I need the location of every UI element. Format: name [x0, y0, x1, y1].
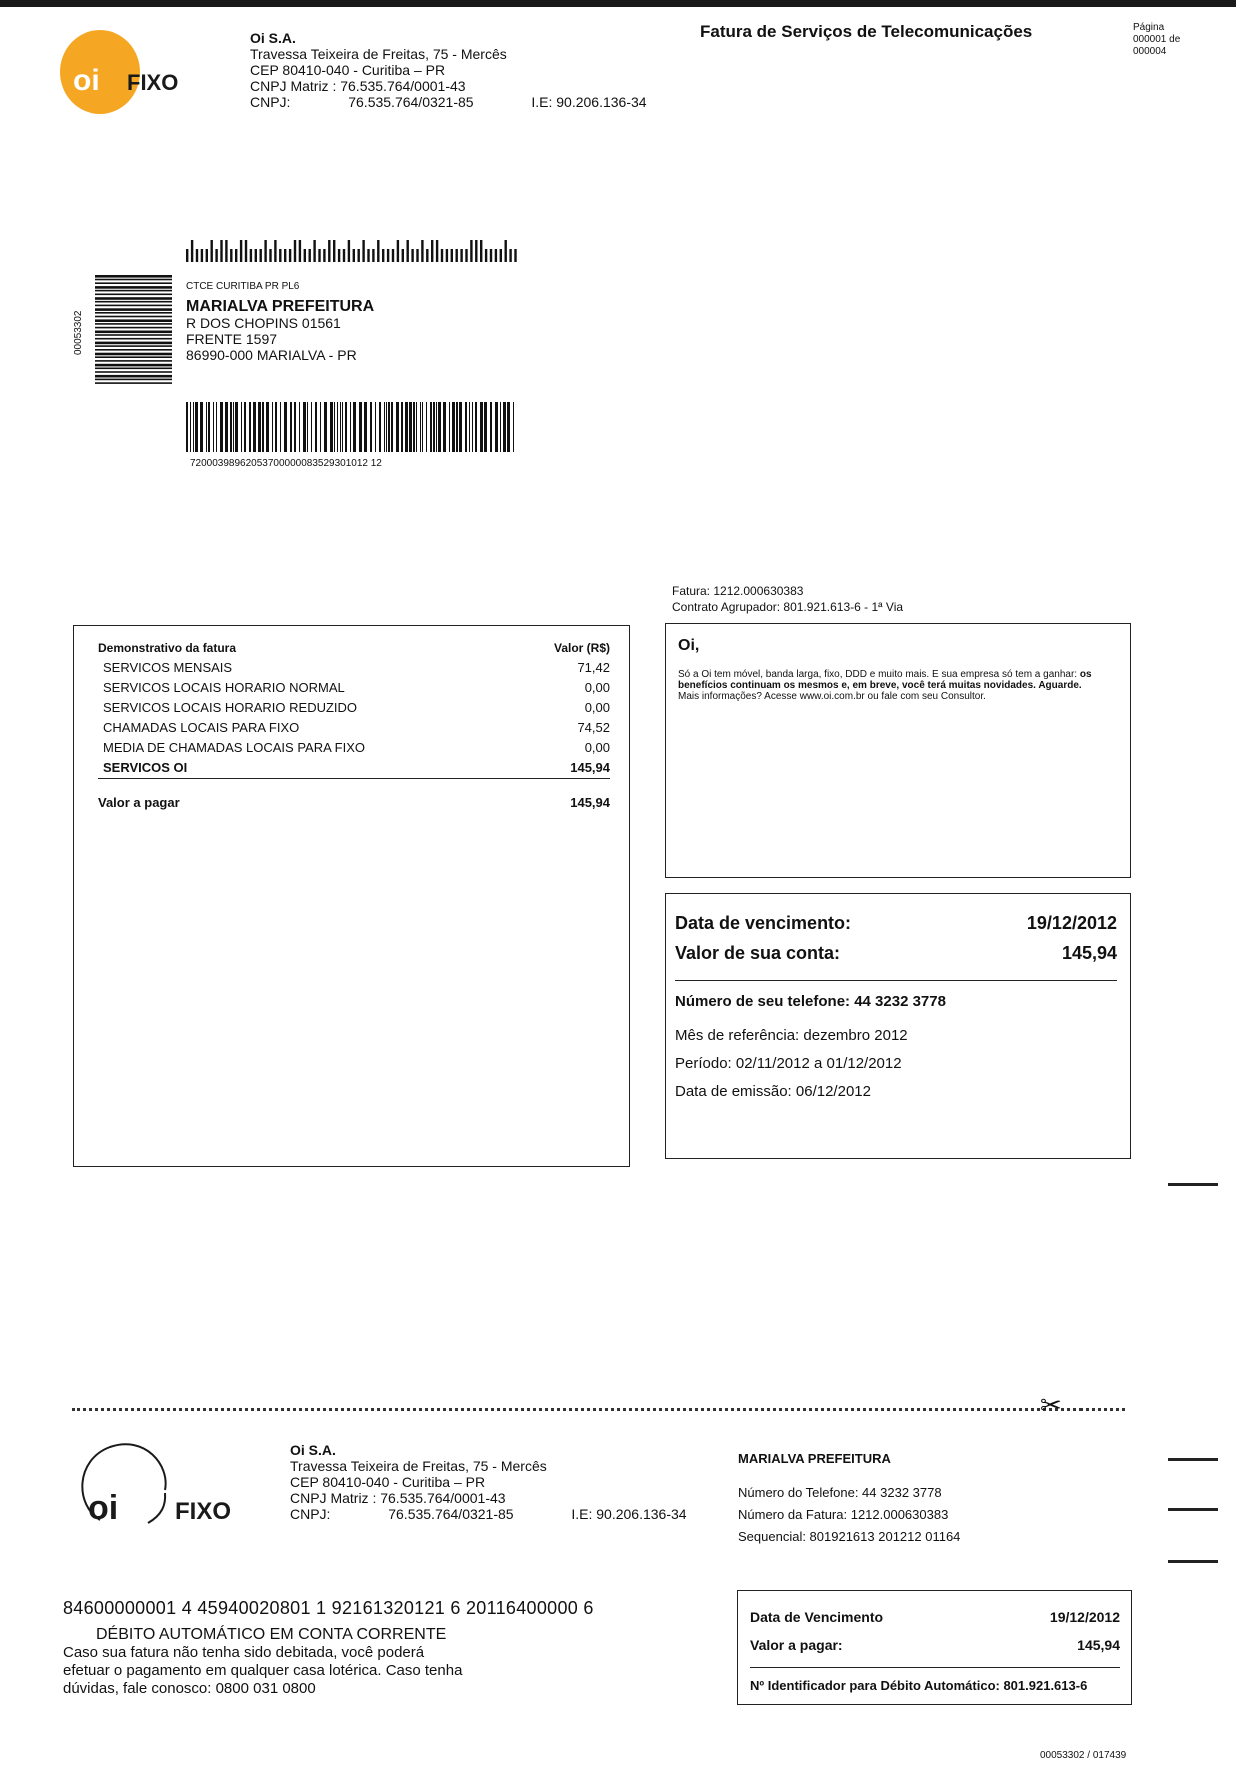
postnet-bar	[407, 240, 409, 262]
statement-row-value: 0,00	[584, 700, 610, 715]
oi-fixo-logo	[55, 22, 195, 117]
postnet-bar	[284, 249, 286, 262]
postnet-bar	[348, 240, 350, 262]
postnet-bar	[186, 249, 188, 262]
barcode-bar	[290, 402, 292, 452]
postnet-bar	[436, 240, 438, 262]
edge-mark	[1168, 1560, 1218, 1563]
barcode-bar	[370, 402, 372, 452]
postnet-bar	[402, 249, 404, 262]
barcode-bar	[391, 402, 393, 452]
stub-cnpj-label: CNPJ:	[290, 1506, 331, 1522]
barcode-bar	[345, 402, 347, 452]
barcode-bar	[465, 402, 467, 452]
statement-pay-label: Valor a pagar	[98, 795, 180, 810]
stack-line	[95, 279, 172, 281]
postnet-bar	[465, 249, 467, 262]
postnet-bar	[421, 240, 423, 262]
barcode-bar	[490, 402, 492, 452]
stack-line	[95, 319, 172, 322]
postnet-bar	[279, 249, 281, 262]
postnet-bar	[456, 249, 458, 262]
postnet-bar	[480, 240, 482, 262]
stack-line	[95, 342, 172, 345]
statement-row	[98, 658, 610, 678]
company-cep: CEP 80410-040 - Curitiba – PR	[250, 62, 446, 78]
statement-pay	[98, 793, 610, 813]
barcode-bar	[244, 402, 246, 452]
barcode-bar	[350, 402, 351, 452]
oi-fixo-logo-outline	[70, 1435, 240, 1535]
stub-payment-box	[737, 1590, 1132, 1705]
due-date-label: Data de vencimento:	[675, 913, 852, 933]
stack-line	[95, 364, 172, 367]
barcode-bar	[284, 402, 287, 452]
message-box	[665, 623, 1131, 878]
barcode-bar	[495, 402, 498, 452]
stub-due-label: Data de Vencimento	[750, 1609, 884, 1625]
stack-line	[95, 345, 172, 347]
postnet-bar	[362, 240, 364, 262]
postnet-bar	[289, 249, 291, 262]
barcode-bar	[405, 402, 408, 452]
message-greeting: Oi,	[678, 637, 700, 654]
reference-month: Mês de referência: dezembro 2012	[675, 1027, 908, 1044]
postnet-bar	[475, 240, 477, 262]
stack-line	[95, 286, 172, 289]
stack-line	[95, 331, 172, 334]
statement-row-value: 0,00	[584, 740, 610, 755]
postnet-bar	[387, 249, 389, 262]
postnet-bar	[230, 249, 232, 262]
postnet-bar	[245, 240, 247, 262]
edge-mark	[1168, 1508, 1218, 1511]
edge-mark	[1168, 1458, 1218, 1461]
stub-logo-mark: oi	[88, 1489, 119, 1527]
barcode-bar	[275, 402, 277, 452]
auto-debit-notice	[63, 1626, 462, 1698]
ie-value: I.E: 90.206.136-34	[531, 94, 647, 110]
stub-ie-value: I.E: 90.206.136-34	[571, 1506, 687, 1522]
postnet-bar	[505, 240, 507, 262]
statement-total-value: 145,94	[570, 760, 610, 775]
postnet-bar	[353, 249, 355, 262]
barcode-bar	[469, 402, 470, 452]
postnet-bar	[500, 249, 502, 262]
barcode-bar	[280, 402, 281, 452]
stub-due-row	[750, 1603, 1120, 1631]
auto-debit-text-2: efetuar o pagamento em qualquer casa lotérica. Caso tenha	[63, 1662, 463, 1679]
side-barcode-stack	[95, 275, 172, 385]
statement-pay-value: 145,94	[570, 795, 610, 810]
postnet-bar	[211, 240, 213, 262]
stub-company-address: Travessa Teixeira de Freitas, 75 - Mercês	[290, 1458, 547, 1474]
stub-cnpj-row	[290, 1506, 687, 1522]
barcode-number: 72000398962053700000083529301012 12	[190, 458, 382, 469]
due-amount-row	[675, 938, 1117, 968]
statement-row	[98, 678, 610, 698]
postnet-bar	[215, 249, 217, 262]
statement-row-value: 74,52	[577, 720, 610, 735]
address-barcode	[186, 402, 518, 452]
stack-line	[95, 382, 172, 384]
postnet-bar	[225, 240, 227, 262]
postnet-bar	[313, 240, 315, 262]
stub-logo-brand: FIXO	[175, 1498, 232, 1525]
due-box	[665, 893, 1131, 1159]
barcode-bar	[213, 402, 214, 452]
barcode-bar	[503, 402, 506, 452]
stub-amount-row	[750, 1631, 1120, 1659]
postnet-bar	[304, 249, 306, 262]
invoice-reference	[672, 583, 903, 615]
statement-box	[73, 625, 630, 1167]
postnet-bar	[382, 249, 384, 262]
stack-line	[95, 353, 172, 356]
stack-line	[95, 356, 172, 358]
barcode-bar	[294, 402, 296, 452]
recipient-name: MARIALVA PREFEITURA	[186, 298, 375, 315]
barcode-bar	[413, 402, 415, 452]
barcode-bar	[307, 402, 308, 452]
barcode-bar	[303, 402, 306, 452]
stub-company-name: Oi S.A.	[290, 1442, 336, 1458]
barcode-bar	[330, 402, 333, 452]
statement-header	[98, 638, 610, 658]
barcode-bar	[353, 402, 356, 452]
barcode-bar	[426, 402, 427, 452]
postnet-bar	[495, 249, 497, 262]
barcode-bar	[364, 402, 367, 452]
page-info	[1133, 22, 1180, 58]
stub-customer-name: MARIALVA PREFEITURA	[738, 1451, 891, 1466]
recipient-street: R DOS CHOPINS 01561	[186, 315, 341, 331]
message-line2: Mais informações? Acesse www.oi.com.br ou fale com seu Consultor.	[678, 691, 986, 702]
barcode-bar	[443, 402, 446, 452]
postnet-bar	[460, 249, 462, 262]
barcode-bar	[220, 402, 223, 452]
barcode-bar	[193, 402, 194, 452]
statement-total	[98, 758, 610, 779]
stack-line	[95, 312, 172, 314]
barcode-bar	[456, 402, 458, 452]
postnet-bar	[338, 249, 340, 262]
postnet-bar	[490, 249, 492, 262]
auto-debit-title: DÉBITO AUTOMÁTICO EM CONTA CORRENTE	[96, 1626, 447, 1643]
postnet-bar	[451, 249, 453, 262]
postnet-bar	[397, 240, 399, 262]
postnet-bar	[235, 249, 237, 262]
postnet-bar	[367, 249, 369, 262]
stack-line	[95, 294, 172, 296]
barcode-bar	[195, 402, 198, 452]
postnet-bar	[358, 249, 360, 262]
statement-row-label: SERVICOS LOCAIS HORARIO NORMAL	[103, 680, 345, 695]
barcode-bar	[266, 402, 269, 452]
scissors-icon: ✂	[1040, 1390, 1062, 1420]
postnet-bar	[411, 249, 413, 262]
statement-header-label: Demonstrativo da fatura	[98, 641, 237, 655]
logo-brand-text: FIXO	[127, 70, 179, 95]
barcode-bar	[324, 402, 327, 452]
statement-header-value: Valor (R$)	[553, 641, 610, 655]
stack-line	[95, 338, 172, 340]
barcode-bar	[433, 402, 435, 452]
message-line1: Só a Oi tem móvel, banda larga, fixo, DDD e muito mais. E sua empresa só tem a ganhar:	[678, 669, 1078, 680]
route-code: CTCE CURITIBA PR PL6	[186, 281, 300, 292]
barcode-bar	[416, 402, 417, 452]
barcode-bar	[258, 402, 261, 452]
stack-line	[95, 297, 172, 300]
stack-line	[95, 308, 172, 311]
postnet-bar	[392, 249, 394, 262]
barcode-bar	[186, 402, 188, 452]
edge-mark	[1168, 1183, 1218, 1186]
postnet-bar	[255, 249, 257, 262]
barcode-bar	[386, 402, 387, 452]
postnet-bar	[318, 249, 320, 262]
postnet-bar	[196, 249, 198, 262]
stack-line	[95, 334, 172, 336]
issue-date: Data de emissão: 06/12/2012	[675, 1083, 871, 1100]
postnet-bar	[299, 240, 301, 262]
footer-code: 00053302 / 017439	[1040, 1750, 1127, 1761]
stack-line	[95, 323, 172, 325]
company-address: Travessa Teixeira de Freitas, 75 - Mercês	[250, 46, 507, 62]
barcode-bar	[379, 402, 381, 452]
postnet-bar	[250, 249, 252, 262]
stub-company-cep: CEP 80410-040 - Curitiba – PR	[290, 1474, 486, 1490]
auto-debit-text-3: dúvidas, fale conosco: 0800 031 0800	[63, 1680, 316, 1697]
barcode-bar	[409, 402, 412, 452]
barcode-bar	[311, 402, 312, 452]
barcode-bar	[396, 402, 399, 452]
barcode-bar	[216, 402, 217, 452]
billing-period: Período: 02/11/2012 a 01/12/2012	[675, 1055, 902, 1072]
stack-line	[95, 379, 172, 381]
statement-row	[98, 698, 610, 718]
postnet-bar	[377, 240, 379, 262]
postnet-bar	[191, 240, 193, 262]
barcode-bar	[235, 402, 238, 452]
auto-debit-id: Nº Identificador para Débito Automático: 801.921.613-6	[750, 1678, 1088, 1693]
postnet-bar	[240, 240, 242, 262]
stub-customer-info	[738, 1448, 960, 1548]
stack-line	[95, 360, 172, 362]
barcode-bar	[438, 402, 441, 452]
cut-line-end	[1080, 1408, 1125, 1411]
due-date-value: 19/12/2012	[1026, 913, 1117, 933]
barcode-bar	[262, 402, 264, 452]
barcode-bar	[208, 402, 210, 452]
company-header	[250, 30, 647, 110]
postnet-bar	[264, 240, 266, 262]
barcode-bar	[422, 402, 423, 452]
page-total: 000004	[1133, 46, 1167, 57]
postnet-bar	[274, 240, 276, 262]
barcode-bar	[315, 402, 317, 452]
statement-total-label: SERVICOS OI	[103, 760, 188, 775]
barcode-bar	[320, 402, 321, 452]
postnet-bar	[206, 249, 208, 262]
barcode-bar	[420, 402, 421, 452]
cnpj-label: CNPJ:	[250, 94, 291, 110]
barcode-bar	[249, 402, 251, 452]
postnet-bar	[294, 240, 296, 262]
cut-line	[72, 1408, 1082, 1411]
postnet-bar	[343, 249, 345, 262]
message-line1-bold: os benefícios continuam os mesmos e, em breve, você terá muitas novidades. Aguarde.	[678, 669, 1092, 691]
stub-amount-value: 145,94	[1077, 1637, 1120, 1653]
barcode-bar	[475, 402, 477, 452]
postnet-bar	[260, 249, 262, 262]
stub-cnpj-value: 76.535.764/0321-85	[388, 1506, 514, 1522]
statement-row-label: MEDIA DE CHAMADAS LOCAIS PARA FIXO	[103, 740, 365, 755]
barcode-bar	[459, 402, 462, 452]
stub-sequence: Sequencial: 801921613 201212 01164	[738, 1529, 961, 1544]
barcode-bar	[206, 402, 207, 452]
postnet-bar	[485, 249, 487, 262]
phone-number: Número de seu telefone: 44 3232 3778	[675, 993, 946, 1010]
statement-row	[98, 718, 610, 738]
postnet-bar	[328, 240, 330, 262]
barcode-bar	[513, 402, 514, 452]
stub-amount-label: Valor a pagar:	[750, 1637, 843, 1653]
company-cnpj-row	[250, 94, 647, 110]
stack-line	[95, 290, 172, 292]
due-divider	[675, 980, 1117, 981]
page-label: Página	[1133, 22, 1165, 33]
statement-row-label: SERVICOS LOCAIS HORARIO REDUZIDO	[103, 700, 358, 715]
recipient-address	[186, 279, 374, 363]
postnet-bar	[309, 249, 311, 262]
payment-digit-line: 84600000001 4 45940020801 1 92161320121 6 20116400000 6	[63, 1598, 594, 1618]
postnet-bar	[416, 249, 418, 262]
postnet-bar	[269, 249, 271, 262]
barcode-bar	[337, 402, 338, 452]
barcode-bar	[401, 402, 403, 452]
barcode-bar	[507, 402, 510, 452]
invoice-number: Fatura: 1212.000630383	[672, 584, 804, 598]
postal-barcode	[186, 240, 521, 262]
statement-row-label: CHAMADAS LOCAIS PARA FIXO	[103, 720, 300, 735]
postnet-bar	[441, 249, 443, 262]
page-value: 000001 de	[1133, 34, 1181, 45]
stack-line	[95, 375, 172, 378]
postnet-bar	[446, 249, 448, 262]
auto-debit-text-1: Caso sua fatura não tenha sido debitada, você poderá	[63, 1644, 425, 1661]
recipient-complement: FRENTE 1597	[186, 331, 278, 347]
postnet-bar	[470, 240, 472, 262]
stack-line	[95, 301, 172, 303]
stack-line	[95, 305, 172, 307]
postnet-bar	[509, 249, 511, 262]
stub-due-value: 19/12/2012	[1049, 1609, 1120, 1625]
stack-line	[95, 275, 172, 278]
barcode-bar	[233, 402, 234, 452]
statement-row-value: 0,00	[584, 680, 610, 695]
top-edge-bar	[0, 0, 1236, 7]
recipient-city: 86990-000 MARIALVA - PR	[186, 347, 357, 363]
postnet-bar	[431, 240, 433, 262]
stub-cnpj-matriz: CNPJ Matriz : 76.535.764/0001-43	[290, 1490, 506, 1506]
barcode-bar	[299, 402, 300, 452]
barcode-bar	[388, 402, 390, 452]
barcode-bar	[472, 402, 473, 452]
postnet-bar	[333, 240, 335, 262]
due-date-row	[675, 908, 1117, 938]
postnet-bar	[514, 249, 516, 262]
stack-line	[95, 368, 172, 370]
postnet-bar	[323, 249, 325, 262]
barcode-bar	[253, 402, 256, 452]
message-body	[678, 669, 1118, 691]
statement-row-value: 71,42	[577, 660, 610, 675]
contract-number: Contrato Agrupador: 801.921.613-6 - 1ª Via	[672, 600, 904, 614]
barcode-bar	[190, 402, 191, 452]
barcode-bar	[384, 402, 385, 452]
document-title: Fatura de Serviços de Telecomunicações	[700, 22, 1033, 41]
postnet-bar	[426, 249, 428, 262]
barcode-bar	[359, 402, 362, 452]
barcode-bar	[230, 402, 232, 452]
stack-line	[95, 371, 172, 373]
due-amount-label: Valor de sua conta:	[675, 943, 841, 963]
stack-line	[95, 349, 172, 351]
logo-mark-text: oi	[73, 64, 100, 97]
barcode-bar	[484, 402, 487, 452]
barcode-bar	[430, 402, 432, 452]
barcode-bar	[375, 402, 376, 452]
barcode-bar	[436, 402, 437, 452]
stack-line	[95, 316, 172, 318]
cnpj-value: 76.535.764/0321-85	[348, 94, 474, 110]
due-amount-value: 145,94	[1061, 943, 1117, 963]
barcode-bar	[334, 402, 335, 452]
postnet-bar	[220, 240, 222, 262]
barcode-bar	[272, 402, 273, 452]
barcode-bar	[340, 402, 341, 452]
statement-row-label: SERVICOS MENSAIS	[103, 660, 233, 675]
barcode-bar	[342, 402, 343, 452]
barcode-bar	[480, 402, 483, 452]
barcode-bar	[225, 402, 228, 452]
statement-row	[98, 738, 610, 758]
stack-line	[95, 282, 172, 284]
barcode-bar	[452, 402, 455, 452]
stub-invoice: Número da Fatura: 1212.000630383	[738, 1507, 949, 1522]
postnet-bar	[201, 249, 203, 262]
stub-divider	[750, 1667, 1120, 1668]
barcode-bar	[449, 402, 450, 452]
company-cnpj-matriz: CNPJ Matriz : 76.535.764/0001-43	[250, 78, 466, 94]
barcode-bar	[200, 402, 203, 452]
side-code: 00053302	[73, 310, 84, 355]
stub-company-header	[290, 1442, 687, 1522]
stub-phone: Número do Telefone: 44 3232 3778	[738, 1485, 942, 1500]
postnet-bar	[372, 249, 374, 262]
company-name: Oi S.A.	[250, 30, 296, 46]
barcode-bar	[500, 402, 501, 452]
barcode-bar	[241, 402, 242, 452]
stack-line	[95, 327, 172, 329]
